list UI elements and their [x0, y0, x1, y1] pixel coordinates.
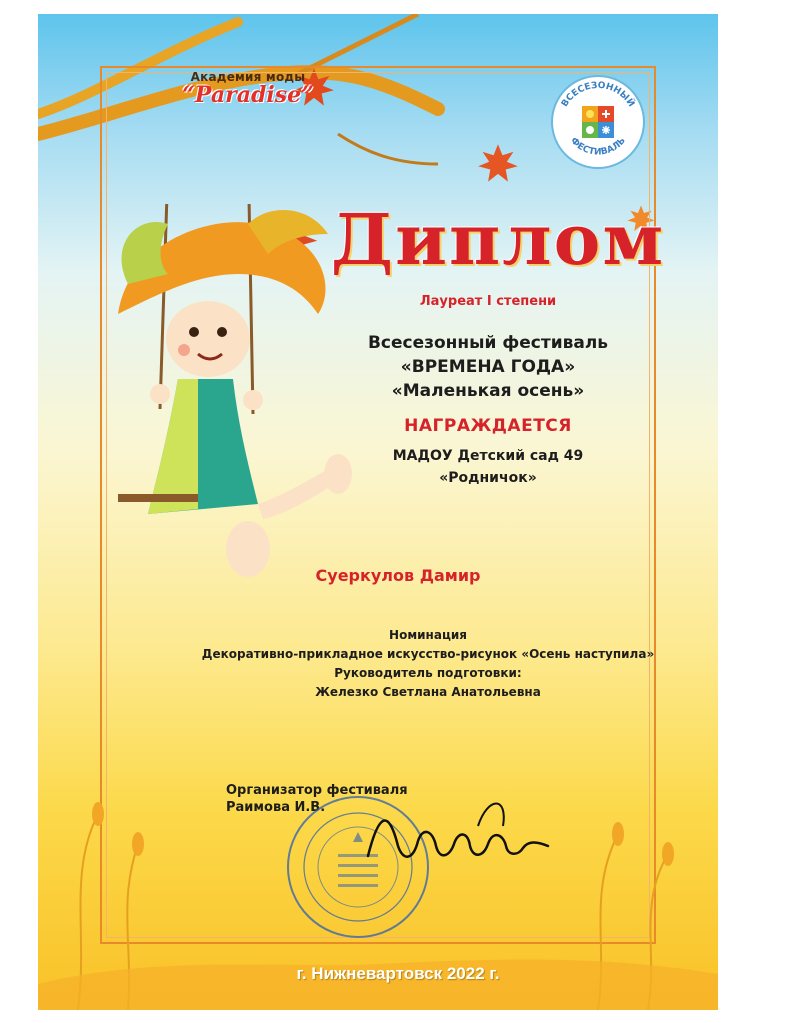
festival-name-line1: Всесезонный фестиваль	[367, 333, 609, 353]
festival-seasons-logo	[548, 72, 648, 172]
festival-name-line3: «Маленькая осень»	[391, 381, 585, 401]
nomination-label: Номинация	[389, 628, 467, 642]
organizer-name: Раимова И.В.	[226, 800, 326, 815]
signature	[358, 786, 558, 876]
festival-logo-bottom-text: ФЕСТИВАЛЬ	[568, 135, 628, 158]
festival-name-line2: «ВРЕМЕНА ГОДА»	[400, 357, 576, 377]
diploma-title: Диплом	[330, 198, 666, 281]
festival-logo-top-text: ВСЕСЕЗОННЫЙ	[560, 80, 636, 109]
participant-name: Суеркулов Дамир	[315, 566, 481, 585]
awarded-heading: НАГРАЖДАЕТСЯ	[404, 416, 572, 436]
diploma-sheet	[38, 14, 718, 1010]
paradise-academy-logo	[168, 70, 328, 108]
organizer-label: Организатор фестиваля	[226, 783, 408, 798]
nomination-value: Декоративно-прикладное искусство-рисунок «Осень наступила»	[201, 647, 655, 661]
leader-value: Железко Светлана Анатольевна	[315, 685, 541, 699]
city-year: г. Нижневартовск 2022 г.	[296, 964, 500, 983]
leader-label: Руководитель подготовки:	[334, 666, 522, 680]
organization-line2: «Родничок»	[439, 470, 537, 486]
academy-sub-label: Академия моды	[190, 70, 306, 84]
organization-line1: МАДОУ Детский сад 49	[392, 448, 584, 464]
laureate-degree: Лауреат I степени	[419, 294, 557, 309]
academy-main-label: “Paradise”	[182, 82, 314, 108]
